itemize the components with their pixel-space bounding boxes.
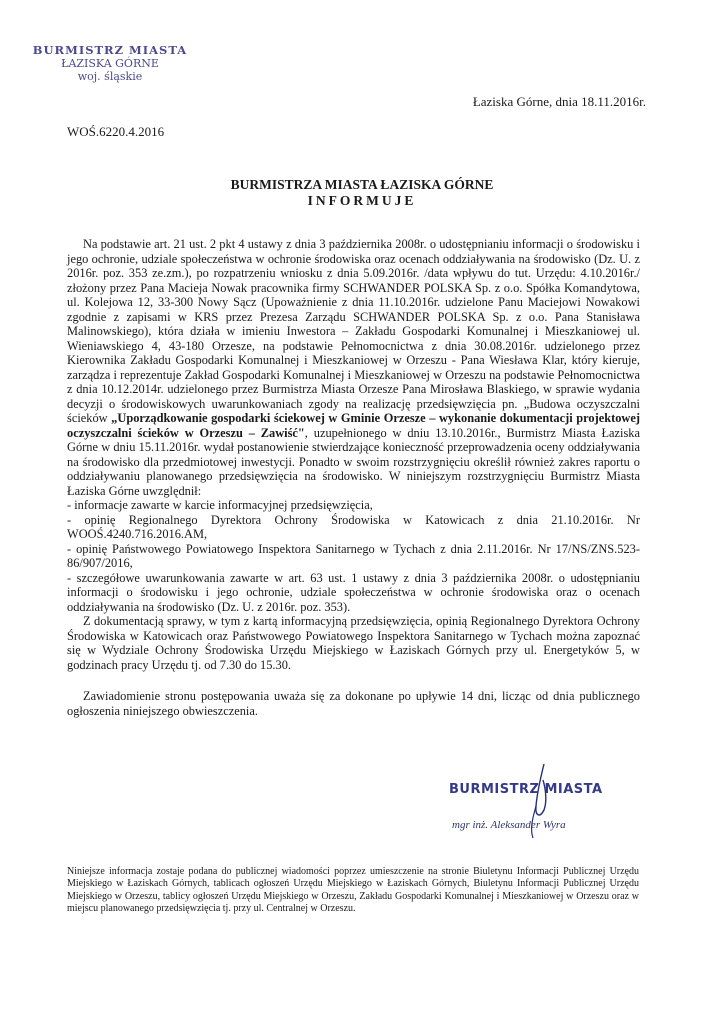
paragraph-notice: Zawiadomienie stronu postępowania uważa się za dokonane po upływie 14 dni, licząc od dnia publicznego ogłoszenia niniejszego obwieszczenia. [67, 689, 640, 718]
office-stamp [20, 44, 200, 83]
place-and-date: Łaziska Górne, dnia 18.11.2016r. [472, 94, 646, 109]
stamp-line-1: BURMISTRZ MIASTA [32, 43, 188, 57]
signature-title: BURMISTRZ MIASTA [449, 782, 603, 797]
paragraph-main-text-a: Na podstawie art. 21 ust. 2 pkt 4 ustawy z dnia 3 października 2008r. o udostępnianiu informacji o środowisku i jego ochronie, udziale społeczeństwa w ochronie środowiska oraz ocenach oddziaływania na środowisko (Dz. U. z 2016r. poz. 353 ze.zm.), po rozpatrzeniu wniosku z dnia 5.09.2016r. /data wpływu do tut. Urzędu: 4.10.2016r./ złożony przez Pana Macieja Nowak pracownika firmy SCHWANDER POLSKA Sp. z o.o. Spółka Komandytowa, ul. Kolejowa 12, 33-300 Nowy Sącz (Upoważnienie z dnia 11.10.2016r. udzielone Panu Maciejowi Nowakowi zgodnie z zapisami w KRS przez Prezesa Zarządu SCHWANDER POLSKA Sp. z o.o. Pana Stanisława Malinowskiego), która działa w imieniu Inwestora – Zakładu Gospodarki Komunalnej i Mieszkaniowej ul. Wieniawskiego 4, 43-180 Orzesze, na podstawie Pełnomocnictwa z dnia 30.08.2016r. udzielonego przez Kierownika Zakładu Gospodarki Komunalnej i Mieszkaniowej w Orzeszu - Pana Wiesława Klar, który kieruje, zarządza i reprezentuje Zakład Gospodarki Komunalnej i Mieszkaniowej w Orzeszu na podstawie Pełnomocnictwa z dnia 10.12.2014r. udzielonego przez Burmistrza Miasta Orzesze Pana Mirosława Blaskiego, w sprawie wydania decyzji o środowiskowych uwarunkowaniach zgody na realizację przedsięwzięcia pn. „Budowa oczyszczalni ścieków [67, 237, 640, 425]
heading-authority: BURMISTRZA MIASTA ŁAZISKA GÓRNE [230, 177, 494, 192]
stamp-line-2: ŁAZISKA GÓRNE [61, 57, 159, 70]
list-item: - szczegółowe uwarunkowania zawarte w art. 63 ust. 1 ustawy z dnia 3 października 2008r. o udostępnianiu informacji o środowisku i jego ochronie, udziale społeczeństwa w ochronie środowiska oraz o ocenach oddziaływania na środowisko (Dz. U. z 2016r. poz. 353). [67, 570, 640, 614]
list-item: - opinię Państwowego Powiatowego Inspektora Sanitarnego w Tychach z dnia 2.11.2016r. Nr 17/NS/ZNS.523-86/907/2016, [67, 541, 640, 570]
project-title: „Uporządkowanie gospodarki ściekowej w Gminie Orzesze – wykonanie dokumentacji projektowej oczyszczalni ścieków w Orzeszu – Zawiść" [67, 411, 640, 440]
document-body [67, 237, 640, 718]
list-item: - opinię Regionalnego Dyrektora Ochrony Środowiska w Katowicach z dnia 21.10.2016r. Nr WOOŚ.4240.716.2016.AM, [67, 512, 640, 541]
reference-number: WOŚ.6220.4.2016 [67, 124, 165, 139]
paragraph-main [67, 237, 640, 498]
stamp-line-3: woj. śląskie [77, 70, 143, 83]
document-heading [0, 177, 724, 209]
paragraph-main-text-b: , uzupełnionego w dniu 13.10.2016r., Burmistrz Miasta Łaziska Górne w dniu 15.11.2016r. wydał postanowienie stwierdzające konieczność przeprowadzenia oceny oddziaływania na środowisko dla przedmiotowej inwestycji. Ponadto w swoim rozstrzygnięciu określił również zakres raportu o oddziaływaniu planowanego przedsięwzięcia na środowisko. W niniejszym rozstrzygnięciu Burmistrz Miasta Łaziska Górne uwzględnił: [67, 425, 640, 498]
heading-informs: INFORMUJE [307, 193, 417, 208]
list-item: - informacje zawarte w karcie informacyjnej przedsięwzięcia, [67, 498, 373, 512]
signature-name: mgr inż. Aleksander Wyra [452, 819, 566, 831]
publication-note: Niniejsze informacja zostaje podana do publicznej wiadomości poprzez umieszczenie na stronie Biuletynu Informacji Publicznej Urzędu Miejskiego w Łaziskach Górnych, tablicach ogłoszeń Urzędu Miejskiego w Łaziskach Górnych, Biuletynu Informacji Publicznej Urzędu Miejskiego w Orzeszu, tablicy ogłoszeń Urzędu Miejskiego w Orzeszu, Zakładu Gospodarki Komunalnej i Mieszkaniowej w Orzeszu oraz w miejscu planowanego przedsięwzięcia tj. przy ul. Centralnej w Orzeszu. [67, 866, 639, 914]
paragraph-documentation: Z dokumentacją sprawy, w tym z kartą informacyjną przedsięwzięcia, opinią Regionalnego Dyrektora Ochrony Środowiska w Katowicach oraz Państwowego Powiatowego Inspektora Sanitarnego w Tychach można zapoznać się w Wydziale Ochrony Środowiska Urzędu Miejskiego w Łaziskach Górnych przy ul. Energetyków 5, w godzinach pracy Urzędu tj. od 7.30 do 15.30. [67, 614, 640, 672]
